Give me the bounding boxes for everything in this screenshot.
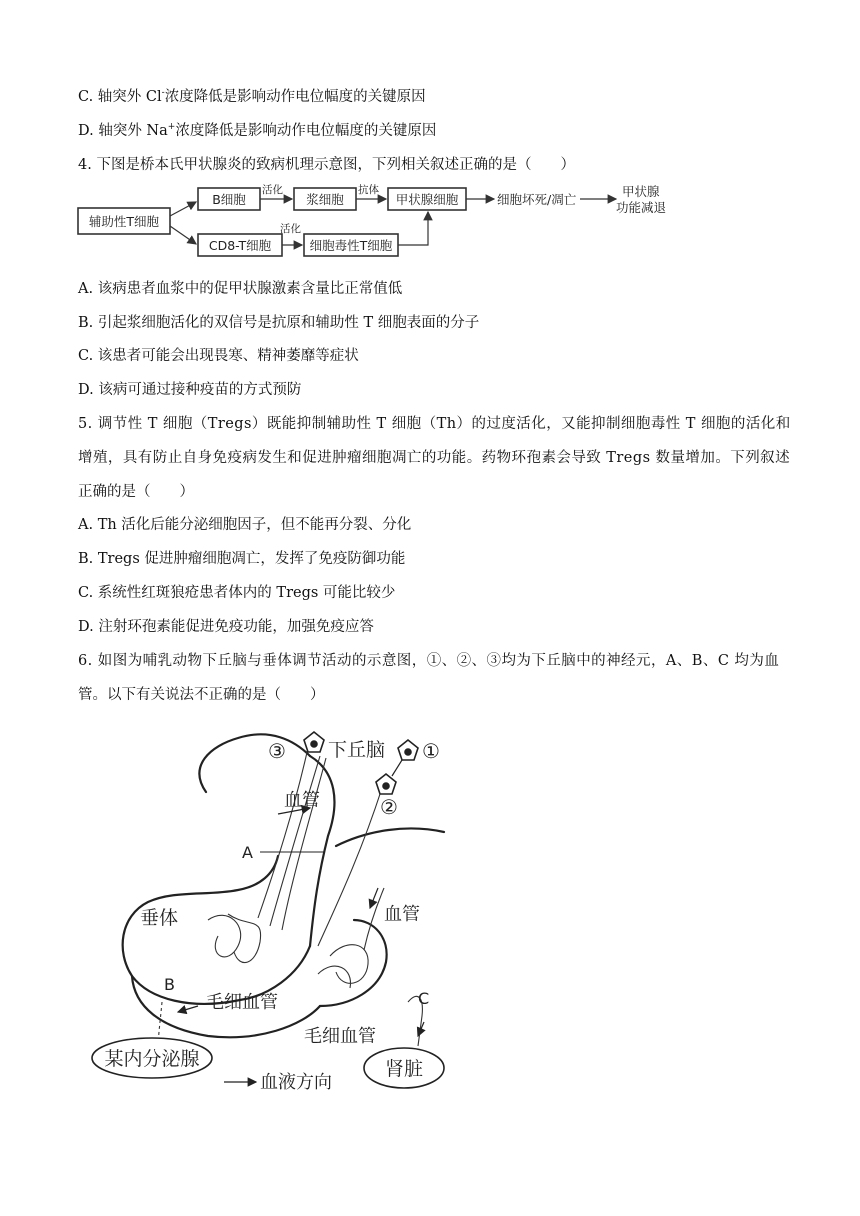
vessel-top-label: 血管	[284, 790, 320, 811]
blood-flow-arrow-b	[178, 1006, 198, 1012]
helper-t-cell-label: 辅助性T细胞	[88, 214, 160, 229]
question-4-stem: 4. 下图是桥本氏甲状腺炎的致病机理示意图，下列相关叙述正确的是（ ）	[78, 157, 575, 173]
hypothalamus-label: 下丘脑	[328, 739, 386, 761]
cytotoxic-t-cell-label: 细胞毒性T细胞	[309, 238, 393, 253]
neuron-3-label: ③	[268, 739, 286, 763]
question-5-option-d: D. 注射环孢素能促进免疫功能，加强免疫应答	[78, 619, 374, 635]
arrow-helper-to-cd8	[170, 226, 196, 244]
arrow-helper-to-b	[170, 202, 196, 216]
hypothalamus-pituitary-diagram	[88, 706, 468, 1106]
capillary-net-left	[208, 914, 261, 963]
label-b: B	[164, 975, 175, 994]
b-cell-label: B细胞	[212, 192, 246, 207]
capillary-right-label: 毛细血管	[304, 1026, 376, 1047]
endocrine-gland-label: 某内分泌腺	[104, 1048, 200, 1070]
blood-direction-label: 血液方向	[260, 1072, 332, 1093]
question-4-option-a: A. 该病患者血浆中的促甲状腺激素含量比正常值低	[78, 281, 403, 297]
kidney-label: 肾脏	[384, 1058, 424, 1080]
axon-bundle-1	[270, 756, 320, 926]
posterior-lobe	[320, 920, 387, 1006]
pituitary-anterior-outline	[123, 856, 278, 1004]
question-4-option-c: C. 该患者可能会出现畏寒、精神萎靡等症状	[78, 348, 359, 364]
question-5-option-b: B. Tregs 促进肿瘤细胞凋亡，发挥了免疫防御功能	[78, 551, 406, 567]
neuron-1-label: ①	[422, 739, 440, 763]
question-3-option-c: C. 轴突外 Cl-浓度降低是影响动作电位幅度的关键原因	[78, 88, 426, 105]
axon-1-to-2	[392, 760, 402, 776]
question-4-option-d: D. 该病可通过接种疫苗的方式预防	[78, 382, 302, 398]
brain-outline-curve	[199, 734, 310, 792]
vessel-right-label: 血管	[384, 904, 420, 925]
hashimoto-flowchart	[76, 182, 716, 266]
cd8-t-cell-label: CD8-T细胞	[208, 238, 272, 253]
neuron-2	[376, 774, 396, 794]
label-c: C	[418, 989, 430, 1008]
question-5-stem-line3: 正确的是（ ）	[78, 484, 194, 500]
result-label: 细胞坏死/凋亡	[497, 192, 577, 207]
final-label-line1: 甲状腺	[622, 184, 660, 199]
question-6-stem-line1: 6. 如图为哺乳动物下丘脑与垂体调节活动的示意图，①、②、③均为下丘脑中的神经元，A、B、C 均为血	[78, 653, 780, 669]
plasma-cell-label: 浆细胞	[306, 192, 344, 207]
axon-bundle-2	[282, 758, 326, 930]
question-5-stem-line1: 5. 调节性 T 细胞（Tregs）既能抑制辅助性 T 细胞（Th）的过度活化，又能抑制细胞毒性 T 细胞的活化和	[78, 416, 791, 432]
brain-right-outline	[336, 828, 444, 846]
thyroid-cell-label: 甲状腺细胞	[395, 192, 459, 207]
capillary-left-label: 毛细血管	[206, 992, 278, 1013]
activate-label-1: 活化	[262, 184, 283, 196]
antibody-label: 抗体	[358, 184, 379, 196]
neuron-3	[304, 732, 324, 752]
pituitary-label: 垂体	[140, 907, 179, 929]
question-4-option-b: B. 引起浆细胞活化的双信号是抗原和辅助性 T 细胞表面的分子	[78, 315, 480, 331]
neuron-1	[398, 740, 418, 760]
arrow-cytotoxic-to-thyroid	[398, 212, 428, 245]
question-5-stem-line2: 增殖，具有防止自身免疫病发生和促进肿瘤细胞凋亡的功能。药物环孢素会导致 Tregs 数量增加。下列叙述	[78, 450, 791, 466]
neuron-2-label: ②	[380, 795, 398, 819]
question-6-stem-line2: 管。以下有关说法不正确的是（ ）	[78, 687, 325, 703]
axon-bundle-3	[318, 788, 382, 946]
question-5-option-a: A. Th 活化后能分泌细胞因子，但不能再分裂、分化	[78, 517, 412, 533]
question-5-option-c: C. 系统性红斑狼疮患者体内的 Tregs 可能比较少	[78, 585, 396, 601]
question-3-option-d: D. 轴突外 Na+浓度降低是影响动作电位幅度的关键原因	[78, 122, 437, 139]
axon-bundle-4	[258, 748, 308, 918]
final-label-line2: 功能减退	[616, 200, 667, 215]
label-a: A	[242, 843, 253, 862]
activate-label-2: 活化	[280, 223, 301, 235]
capillary-net-right	[318, 945, 368, 988]
